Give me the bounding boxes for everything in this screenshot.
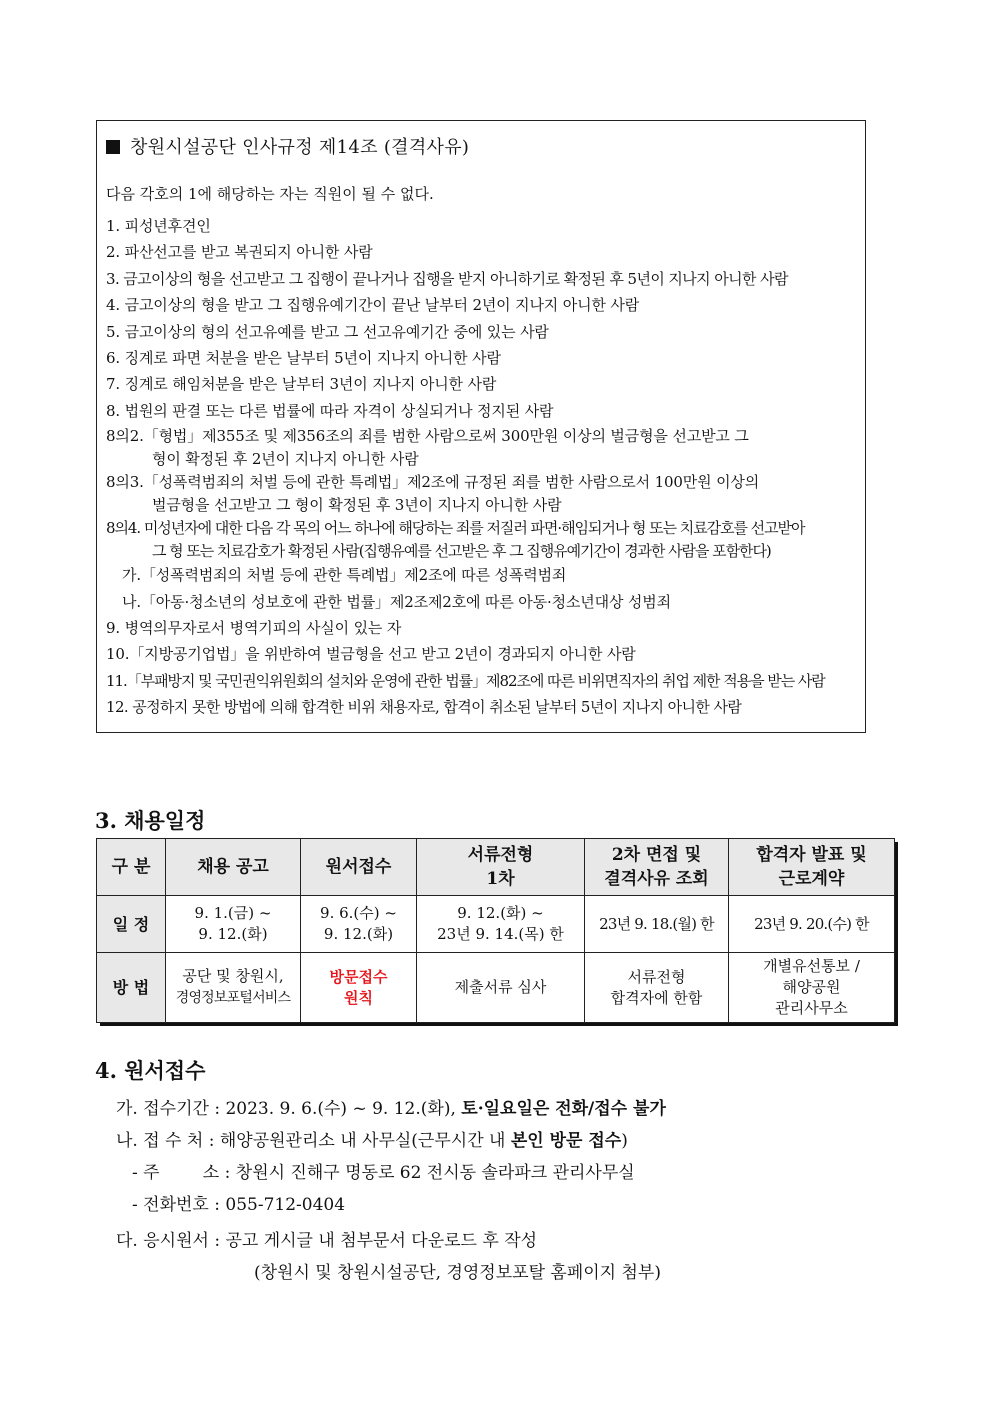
cell-screening-method: 제출서류 심사 [417, 953, 585, 1023]
application-phone: - 전화번호 : 055-712-0404 [132, 1195, 346, 1215]
cell-interview-date: 23년 9. 18.(월) 한 [585, 896, 729, 953]
schedule-table [96, 838, 895, 1023]
header-category: 구 분 [97, 839, 166, 896]
application-period: 가. 접수기간 : 2023. 9. 6.(수) ~ 9. 12.(화), 토·일요일은 전화/접수 불가 [116, 1099, 666, 1119]
row-label-method: 방 법 [97, 953, 166, 1023]
schedule-heading: 3. 채용일정 [95, 808, 206, 833]
disqualification-box [96, 120, 866, 733]
regulation-item: 4. 금고이상의 형을 받고 그 집행유예기간이 끝난 날부터 2년이 지나지 아니한 사람 [106, 296, 640, 315]
table-row [97, 953, 895, 1023]
regulation-item: 3. 금고이상의 형을 선고받고 그 집행이 끝나거나 집행을 받지 아니하기로 확정된 후 5년이 지나지 아니한 사람 [106, 269, 788, 288]
regulation-item: 8의3.「성폭력범죄의 처벌 등에 관한 특례법」제2조에 규정된 죄를 범한 사람으로서 100만원 이상의 [106, 473, 760, 492]
header-document-screening: 서류전형 1차 [417, 839, 585, 896]
regulation-title: 창원시설공단 인사규정 제14조 (결격사유) [106, 133, 469, 159]
regulation-item-continuation: 형이 확정된 후 2년이 지나지 아니한 사람 [152, 450, 419, 469]
regulation-item: 12. 공정하지 못한 방법에 의해 합격한 비위 채용자로, 합격이 취소된 날부터 5년이 지나지 아니한 사람 [106, 698, 742, 717]
regulation-item: 9. 병역의무자로서 병역기피의 사실이 있는 자 [106, 619, 402, 638]
header-interview: 2차 면접 및 결격사유 조회 [585, 839, 729, 896]
table-header-row [97, 839, 895, 896]
regulation-item-list [106, 213, 858, 721]
header-application: 원서접수 [301, 839, 417, 896]
regulation-item: 6. 징계로 파면 처분을 받은 날부터 5년이 지나지 아니한 사람 [106, 349, 501, 368]
cell-interview-method: 서류전형 합격자에 한함 [585, 953, 729, 1023]
cell-result-date: 23년 9. 20.(수) 한 [729, 896, 895, 953]
header-announcement: 채용 공고 [166, 839, 301, 896]
regulation-item: 7. 징계로 해임처분을 받은 날부터 3년이 지나지 아니한 사람 [106, 375, 497, 394]
cell-result-method: 개별유선통보 / 해양공원 관리사무소 [729, 953, 895, 1023]
application-form: 다. 응시원서 : 공고 게시글 내 첨부문서 다운로드 후 작성 [116, 1231, 538, 1251]
cell-screening-date: 9. 12.(화) ~ 23년 9. 14.(목) 한 [417, 896, 585, 953]
application-form-note: (창원시 및 창원시설공단, 경영정보포탈 홈페이지 첨부) [254, 1263, 661, 1283]
cell-announcement-date: 9. 1.(금) ~ 9. 12.(화) [166, 896, 301, 953]
schedule-table-wrapper [96, 838, 898, 1026]
regulation-item-continuation: 벌금형을 선고받고 그 형이 확정된 후 3년이 지나지 아니한 사람 [152, 496, 562, 515]
black-square-icon [106, 140, 120, 154]
cell-application-date: 9. 6.(수) ~ 9. 12.(화) [301, 896, 417, 953]
regulation-item: 10.「지방공기업법」을 위반하여 벌금형을 선고 받고 2년이 경과되지 아니한 사람 [106, 645, 636, 664]
regulation-item: 2. 파산선고를 받고 복권되지 아니한 사람 [106, 243, 373, 262]
row-label-schedule: 일 정 [97, 896, 166, 953]
regulation-subitem: 나.「아동·청소년의 성보호에 관한 법률」제2조제2호에 따른 아동·청소년대상 성범죄 [122, 592, 671, 611]
regulation-item: 8. 법원의 판결 또는 다른 법률에 따라 자격이 상실되거나 정지된 사람 [106, 401, 554, 420]
table-row [97, 896, 895, 953]
cell-application-method: 방문접수 원칙 [301, 953, 417, 1023]
regulation-item: 8의2.「형법」제355조 및 제356조의 죄를 범한 사람으로써 300만원 이상의 벌금형을 선고받고 그 [106, 427, 749, 446]
regulation-item: 5. 금고이상의 형의 선고유예를 받고 그 선고유예기간 중에 있는 사람 [106, 322, 549, 341]
regulation-item: 8의4. 미성년자에 대한 다음 각 목의 어느 하나에 해당하는 죄를 저질러 파면·해임되거나 형 또는 치료감호를 선고받아 [106, 519, 805, 538]
application-address: - 주 소 : 창원시 진해구 명동로 62 전시동 솔라파크 관리사무실 [132, 1163, 635, 1183]
cell-announcement-method: 공단 및 창원시, 경영정보포털서비스 [166, 953, 301, 1023]
application-heading: 4. 원서접수 [95, 1058, 206, 1083]
regulation-intro: 다음 각호의 1에 해당하는 자는 직원이 될 수 없다. [106, 185, 434, 203]
regulation-item-continuation: 그 형 또는 치료감호가 확정된 사람(집행유예를 선고받은 후 그 집행유예기간이 경과한 사람을 포함한다) [152, 542, 771, 561]
regulation-item: 1. 피성년후견인 [106, 217, 211, 235]
application-place: 나. 접 수 처 : 해양공원관리소 내 사무실(근무시간 내 본인 방문 접수) [116, 1131, 628, 1151]
header-result: 합격자 발표 및 근로계약 [729, 839, 895, 896]
regulation-subitem: 가.「성폭력범죄의 처벌 등에 관한 특례법」제2조에 따른 성폭력범죄 [122, 566, 567, 585]
regulation-item: 11.「부패방지 및 국민권익위원회의 설치와 운영에 관한 법률」제82조에 따른 비위면직자의 취업 제한 적용을 받는 사람 [106, 671, 825, 690]
